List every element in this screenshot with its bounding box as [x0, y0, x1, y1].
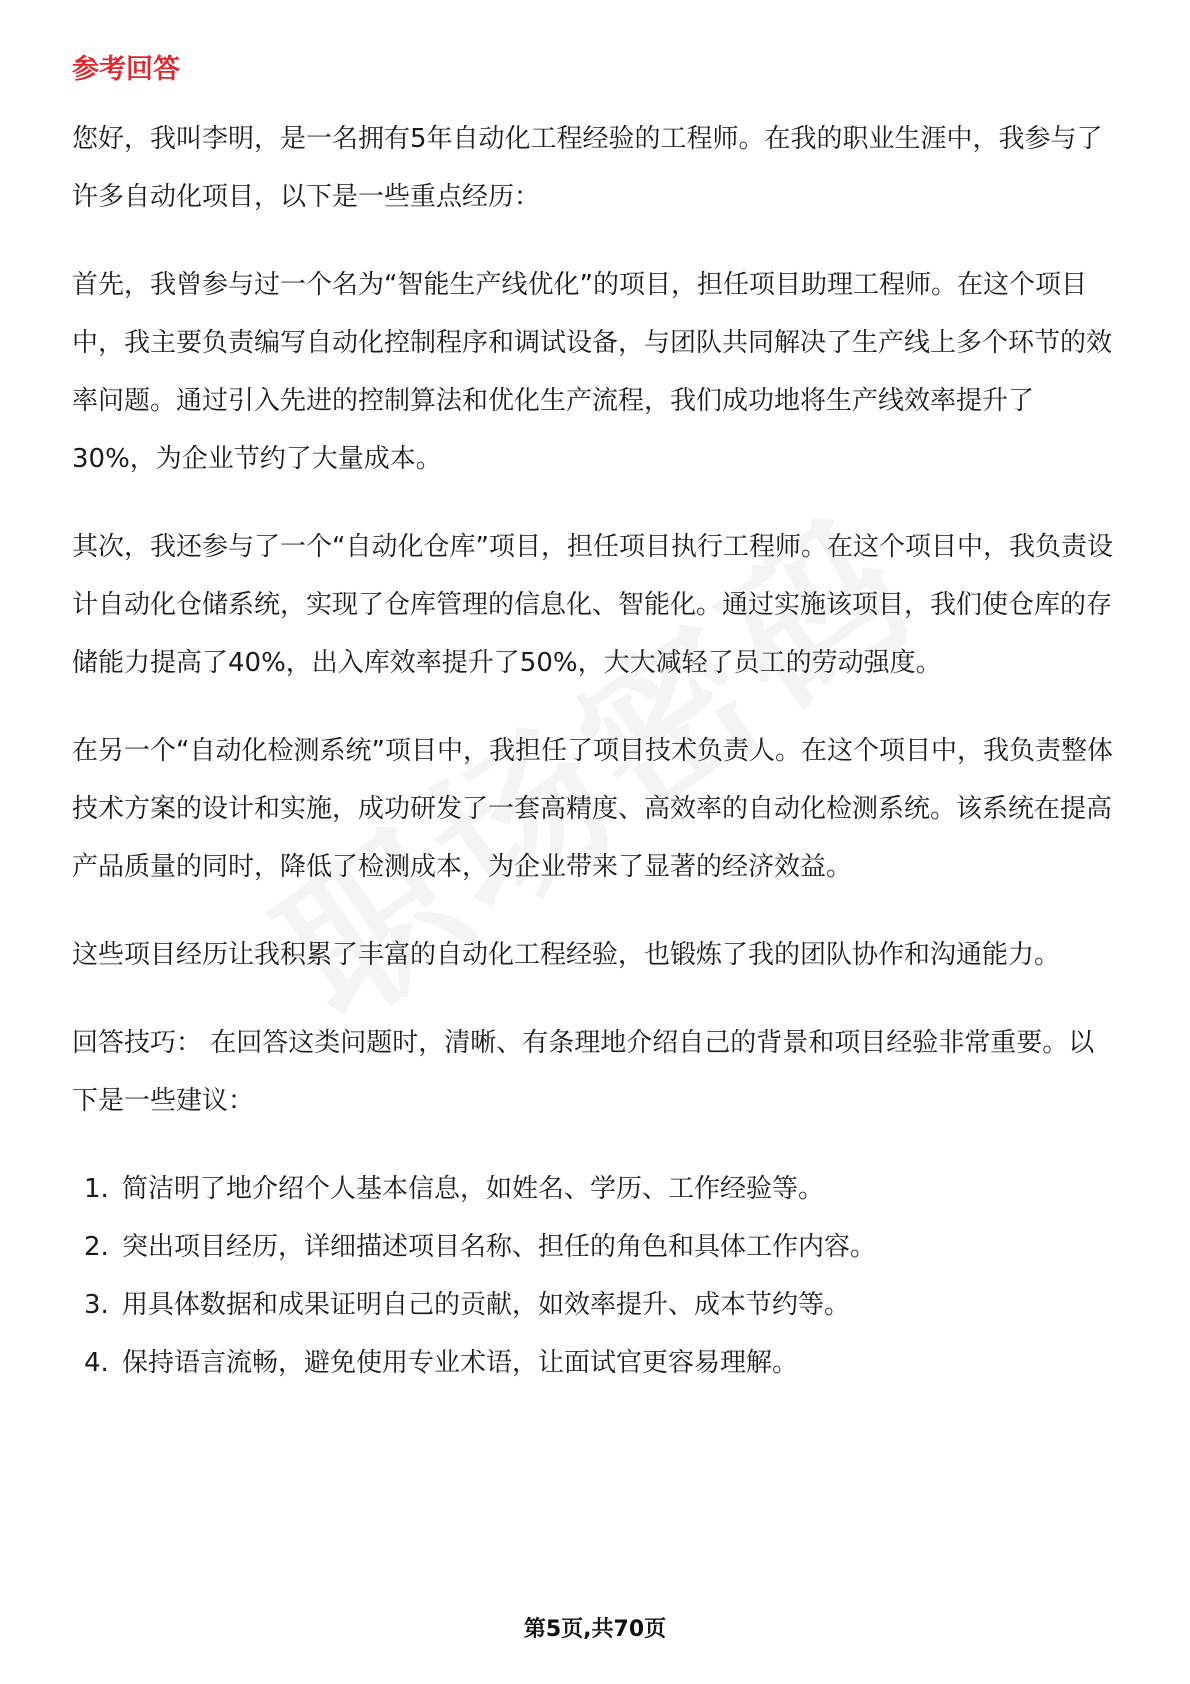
list-item: [84, 1218, 1117, 1276]
page-number-footer: 第5页,共70页: [523, 1617, 667, 1642]
tips-intro: 回答技巧： 在回答这类问题时，清晰、有条理地介绍自己的背景和项目经验非常重要。以下是一些建议：: [72, 1028, 1095, 1116]
section-heading: 参考回答: [72, 54, 180, 85]
list-item: [84, 1276, 1117, 1334]
list-text: 简洁明了地介绍个人基本信息，如姓名、学历、工作经验等。: [122, 1174, 825, 1204]
list-number: 1.: [84, 1174, 109, 1204]
list-text: 用具体数据和成果证明自己的贡献，如效率提升、成本节约等。: [122, 1290, 851, 1320]
paragraph-project-1: 首先，我曾参与过一个名为“智能生产线优化”的项目，担任项目助理工程师。在这个项目中，我主要负责编写自动化控制程序和调试设备，与团队共同解决了生产线上多个环节的效率问题。通过引入先进的控制算法和优化生产流程，我们成功地将生产线效率提升了30%，为企业节约了大量成本。: [72, 270, 1113, 474]
content: [72, 48, 1117, 1392]
list-text: 突出项目经历，详细描述项目名称、担任的角色和具体工作内容。: [122, 1232, 877, 1262]
list-number: 2.: [84, 1232, 109, 1262]
list-number: 3.: [84, 1290, 109, 1320]
paragraph-summary: 这些项目经历让我积累了丰富的自动化工程经验，也锻炼了我的团队协作和沟通能力。: [72, 940, 1061, 970]
paragraph-intro: 您好，我叫李明，是一名拥有5年自动化工程经验的工程师。在我的职业生涯中，我参与了许多自动化项目，以下是一些重点经历：: [72, 124, 1103, 212]
list-text: 保持语言流畅，避免使用专业术语，让面试官更容易理解。: [122, 1348, 799, 1378]
paragraph-project-2: 其次，我还参与了一个“自动化仓库”项目，担任项目执行工程师。在这个项目中，我负责设计自动化仓储系统，实现了仓库管理的信息化、智能化。通过实施该项目，我们使仓库的存储能力提高了40%，出入库效率提升了50%，大大减轻了员工的劳动强度。: [72, 532, 1113, 678]
paragraph-project-3: 在另一个“自动化检测系统”项目中，我担任了项目技术负责人。在这个项目中，我负责整体技术方案的设计和实施，成功研发了一套高精度、高效率的自动化检测系统。该系统在提高产品质量的同时，降低了检测成本，为企业带来了显著的经济效益。: [72, 736, 1113, 882]
list-item: [84, 1160, 1117, 1218]
list-number: 4.: [84, 1348, 109, 1378]
tips-list: [72, 1160, 1117, 1392]
list-item: [84, 1334, 1117, 1392]
